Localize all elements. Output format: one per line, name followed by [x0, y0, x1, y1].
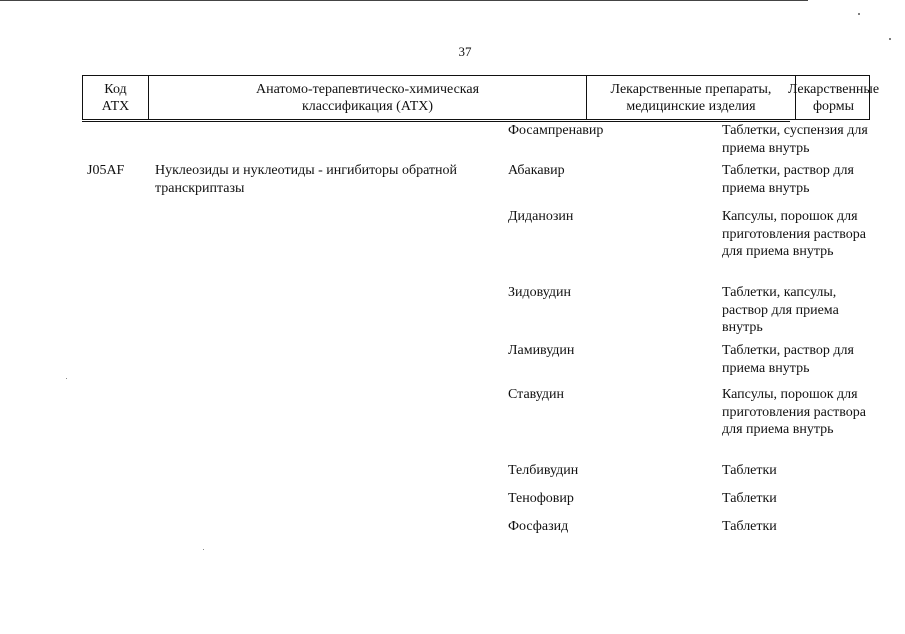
drug-form: Таблетки: [722, 519, 777, 534]
drug-name: Абакавир: [508, 163, 565, 178]
group-classification: Нуклеозиды и нуклеотиды - ингибиторы обратной транскриптазы: [155, 163, 458, 196]
drug-form: Капсулы, порошок для приготовления раствора для приема внутрь: [722, 209, 866, 259]
drug-name: Телбивудин: [508, 463, 579, 478]
drug-form: Таблетки, раствор для приема внутрь: [722, 343, 854, 376]
scan-speck: [858, 13, 860, 15]
drug-form: Таблетки, суспензия для приема внутрь: [722, 123, 868, 156]
scan-speck: [66, 378, 67, 379]
drug-form: Таблетки, раствор для приема внутрь: [722, 163, 854, 196]
header-classification: Анатомо-терапевтическо-химическая классификация (АТХ): [148, 76, 586, 119]
drug-name: Ламивудин: [508, 343, 575, 358]
scan-speck: [889, 38, 891, 40]
drug-form: Таблетки: [722, 491, 777, 506]
scan-speck: [203, 549, 204, 550]
header-forms: Лекарственные формы: [795, 76, 871, 119]
drug-name: Фосфазид: [508, 519, 569, 534]
drug-name: Фосампренавир: [508, 123, 604, 138]
drug-name: Зидовудин: [508, 285, 571, 300]
page-number: 37: [458, 44, 472, 59]
drug-form: Капсулы, порошок для приготовления раствора для приема внутрь: [722, 387, 866, 437]
drug-name: Тенофовир: [508, 491, 574, 506]
drug-form: Таблетки, капсулы, раствор для приема внутрь: [722, 285, 839, 335]
group-code: J05AF: [87, 163, 125, 178]
drug-name: Диданозин: [508, 209, 574, 224]
drug-name: Ставудин: [508, 387, 565, 402]
header-drugs: Лекарственные препараты, медицинские изделия: [586, 76, 795, 119]
drug-form: Таблетки: [722, 463, 777, 478]
scan-top-rule: [0, 0, 808, 1]
table-header: [82, 75, 880, 120]
header-code: Код АТХ: [101, 81, 130, 114]
